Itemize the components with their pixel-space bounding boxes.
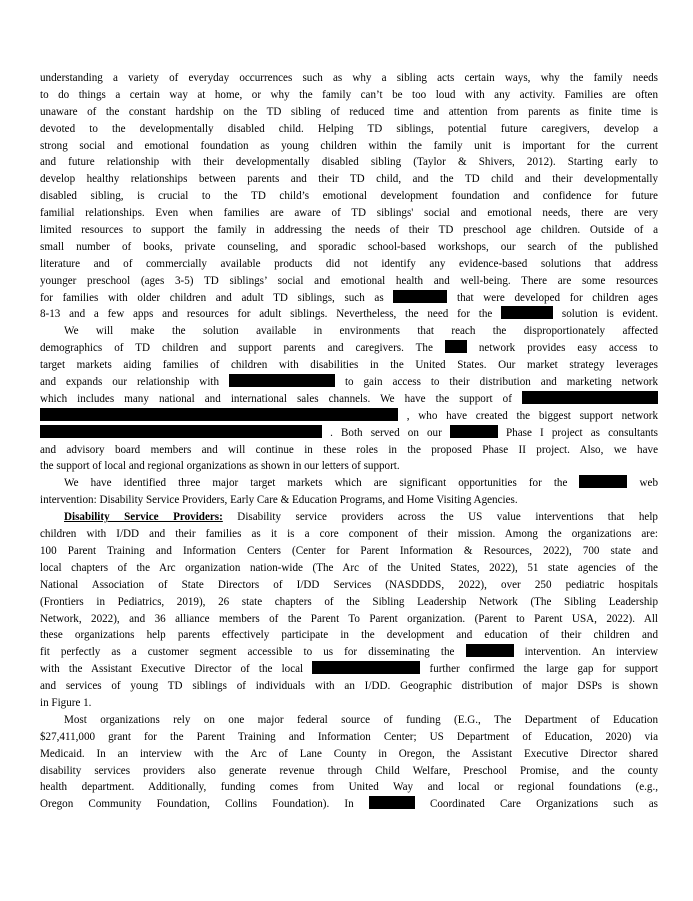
text-segment: . Both served on our <box>330 426 442 439</box>
text-line: understanding a variety of everyday occurrences such as why a sibling acts certain ways, why the family needs <box>40 72 658 84</box>
redaction-block <box>450 425 498 438</box>
text-line: younger preschool (ages 3-5) TD siblings’ social and emotional health and well-being. There are some resources <box>40 274 658 287</box>
text-line <box>40 408 658 425</box>
text-line <box>40 425 658 442</box>
text-segment: Coordinated Care Organizations such as <box>429 798 658 811</box>
text-segment: intervention. An interview <box>524 646 658 659</box>
redaction-block <box>40 425 322 438</box>
text-line <box>40 475 658 492</box>
text-line: Network, 2022), and 36 alliance members of the Parent To Parent organization. (Parent to Parent USA, 2022). All <box>40 612 658 625</box>
redaction-block <box>501 306 553 319</box>
redaction-block <box>312 661 420 674</box>
text-segment: with the Assistant Executive Director of the local <box>40 663 304 676</box>
redaction-block <box>393 290 447 303</box>
text-segment: Oregon Community Foundation, Collins Foundation). In <box>40 798 354 811</box>
text-line: National Association of State Directors of I/DD Services (NASDDDS, 2022), over 250 pediatric hospitals <box>40 578 658 591</box>
text-line: local chapters of the Arc organization nation-wide (The Arc of the United States, 2022), 51 state agencies of the <box>40 561 658 574</box>
text-line: devoted to the developmentally disabled child. Helping TD siblings, potential future caregivers, develop a <box>40 122 658 135</box>
text-line: (Frontiers in Pediatrics, 2019), 26 state chapters of the Sibling Leadership Network (The Sibling Leadership <box>40 595 658 608</box>
text-line <box>40 509 658 526</box>
text-line: $27,411,000 grant for the Parent Training and Information Center; US Department of Education, 2020) via <box>40 730 658 743</box>
text-segment: Phase I project as consultants <box>506 426 659 439</box>
text-line: Medicaid. In an interview with the Arc of Lane County in Oregon, the Assistant Executive Director shared <box>40 747 658 760</box>
body-text <box>40 70 658 813</box>
text-segment: to gain access to their distribution and marketing network <box>344 376 658 389</box>
text-line: Most organizations rely on one major federal source of funding (E.G., The Department of Education <box>64 713 658 726</box>
text-segment: which includes many national and international sales channels. We have the support of <box>40 392 512 405</box>
text-line <box>40 796 658 813</box>
text-line: limited resources to support the family in addressing the needs of their TD preschool age children. Outside of a <box>40 224 658 237</box>
text-segment: network provides easy access to <box>478 342 658 355</box>
text-segment: Disability service providers across the US value interventions that help <box>222 511 658 524</box>
text-segment: solution is evident. <box>561 308 658 321</box>
text-line: We will make the solution available in environments that reach the disproportionately affected <box>64 325 658 338</box>
text-segment: and expands our relationship with <box>40 376 220 389</box>
text-line: disabled sibling, is crucial to the TD child’s emotional development foundation and confidence for future <box>40 190 658 203</box>
text-segment: for families with older children and adult TD siblings, such as <box>40 291 384 304</box>
text-line: and advisory board members and will continue in these roles in the proposed Phase II project. Also, we have <box>40 443 658 456</box>
text-line <box>40 290 658 307</box>
text-line <box>40 374 658 391</box>
text-line: and future relationship with their developmentally disabled sibling (Taylor & Shivers, 2012). Starting early to <box>40 156 658 169</box>
text-line <box>40 306 658 323</box>
text-segment: demographics of TD children and support parents and caregivers. The <box>40 342 433 355</box>
text-line <box>40 391 658 408</box>
text-line: target markets aiding families of children with disabilities in the United States. Our market strategy leverages <box>40 359 658 372</box>
text-line: children with I/DD and their families as it is a core component of their mission. Among the organizations are: <box>40 528 658 541</box>
text-line: develop healthy relationships between parents and their TD child, and the TD child and their developmentally <box>40 173 658 186</box>
text-segment: 8-13 and a few apps and resources for adult siblings. Nevertheless, the need for the <box>40 308 493 321</box>
redaction-block <box>40 408 398 421</box>
redaction-block <box>445 340 467 353</box>
text-line: intervention: Disability Service Providers, Early Care & Education Programs, and Home Visiting Agencies. <box>40 494 518 507</box>
text-segment: fit perfectly as a customer segment accessible to us for disseminating the <box>40 646 455 659</box>
redaction-block <box>369 796 415 809</box>
redaction-block <box>579 475 627 488</box>
text-line: health department. Additionally, funding comes from United Way and local or regional foundations (e.g., <box>40 781 658 794</box>
text-line <box>40 340 658 357</box>
text-line: to do things a certain way at home, or why the family can’t be too loud with any activity. Families are often <box>40 88 658 101</box>
redaction-block <box>466 644 514 657</box>
text-segment: web <box>639 477 658 490</box>
redaction-block <box>522 391 658 404</box>
text-line: strong social and emotional foundation as young children within the family unit is important for the current <box>40 139 658 152</box>
text-line <box>40 661 658 678</box>
text-line: literature and of commercially available products did not identify any evidence-based solutions that address <box>40 257 658 270</box>
text-line: small number of books, private counseling, and sporadic school-based workshops, our search of the published <box>40 240 658 253</box>
text-line: unaware of the constant hardship on the TD sibling of reduced time and attention from parents as finite time is <box>40 105 658 118</box>
text-line: these organizations help parents effectively participate in the development and education of their children and <box>40 629 658 642</box>
text-line: the support of local and regional organizations as shown in our letters of support. <box>40 460 400 473</box>
text-line: disability services providers also generate revenue through Child Welfare, Preschool Promise, and the county <box>40 764 658 777</box>
text-line <box>40 644 658 661</box>
text-segment: that were developed for children ages <box>456 291 658 304</box>
text-line: 100 Parent Training and Information Centers (Center for Parent Information & Resources, 2022), 700 state and <box>40 544 658 557</box>
redaction-block <box>229 374 335 387</box>
text-line: in Figure 1. <box>40 696 92 709</box>
text-segment: We have identified three major target markets which are significant opportunities for the <box>64 477 568 490</box>
text-line: familial relationships. Even when families are aware of TD siblings' social and emotional needs, there are very <box>40 207 658 220</box>
text-line: and services of young TD siblings of individuals with an I/DD. Geographic distribution of major DSPs is shown <box>40 680 658 693</box>
section-heading: Disability Service Providers: <box>64 511 223 524</box>
text-segment: further confirmed the large gap for support <box>429 663 659 676</box>
text-segment: , who have created the biggest support network <box>406 409 658 422</box>
